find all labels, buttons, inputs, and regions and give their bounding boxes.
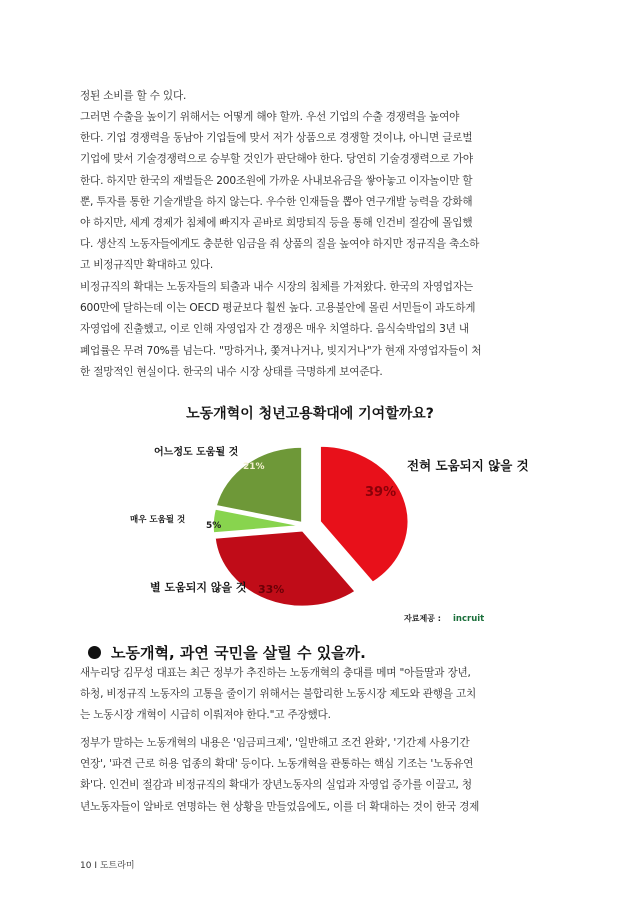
paragraph-4 [80, 663, 564, 727]
pie-slice [215, 531, 355, 607]
pie-slice [320, 446, 408, 582]
text-line: 그러면 수출을 높이기 위해서는 어떻게 해야 할까. 우선 기업의 수출 경쟁력을 높여야 [80, 111, 460, 123]
slice-label: 전혀 도움되지 않을 것 [407, 458, 529, 473]
text-line: 고 비정규직만 확대하고 있다. [80, 259, 214, 272]
text-line: 기업에 맞서 기술경쟁력으로 승부할 것인가 판단해야 한다. 당연히 기술경쟁력으로 가야 [80, 153, 473, 166]
text-line: 하청, 비정규직 노동자의 고통을 줄이기 위해서는 불합리한 노동시장 제도와 관행을 고치 [80, 688, 477, 701]
page-footer: 10 I 도트라미 [80, 861, 135, 871]
chart-source-label: 자료제공 : [404, 614, 441, 623]
pie-chart [130, 395, 529, 630]
text-line: 새누리당 김무성 대표는 최근 정부가 추진하는 노동개혁의 충대를 메며 "아들딸과 장년, [80, 667, 471, 679]
text-line: 정된 소비를 할 수 있다. [80, 90, 187, 102]
chart-title: 노동개혁이 청년고용확대에 기여할까요? [186, 406, 434, 422]
slice-value-label: 33% [258, 583, 285, 596]
text-line: 600만에 달하는데 이는 OECD 평균보다 훨씬 높다. 고용불안에 몰린 서민들이 과도하게 [80, 302, 476, 315]
bullet-icon [88, 646, 101, 659]
text-line: 화'다. 인건비 절감과 비정규직의 확대가 장년노동자의 실업과 자영업 증가를 이끌고, 청 [80, 779, 472, 792]
text-line: 정부가 말하는 노동개혁의 내용은 '임금피크제', '일반해고 조건 완화', '기간제 사용기간 [80, 737, 470, 749]
slice-value-label: 5% [206, 521, 222, 531]
text-line: 한다. 하지만 한국의 재벌들은 200조원에 가까운 사내보유금을 쌓아놓고 이자놀이만 할 [80, 174, 473, 187]
text-line: 다. 생산직 노동자들에게도 충분한 임금을 줘 상품의 질을 높여야 하지만 정규직을 축소하 [80, 238, 480, 251]
section-heading [88, 642, 366, 663]
slice-label: 어느정도 도움될 것 [154, 447, 239, 458]
text-line: 년노동자들이 알바로 연명하는 현 상황을 만들었음에도, 이를 더 확대하는 것이 한국 경제 [80, 800, 480, 813]
text-line: 자영업에 진출했고, 이로 인해 자영업자 간 경쟁은 매우 치열하다. 음식숙박업의 3년 내 [80, 323, 469, 336]
section-heading-text: 노동개혁, 과연 국민을 살릴 수 있을까. [111, 644, 366, 662]
paragraph-3 [80, 277, 564, 383]
incruit-logo: incruit [453, 614, 485, 624]
paragraph-2 [80, 107, 564, 277]
text-line: 는 노동시장 개혁이 시급히 이뤄져야 한다."고 주장했다. [80, 709, 331, 722]
paragraph-1 [80, 86, 564, 107]
paragraph-5 [80, 733, 564, 818]
slice-value-label: 39% [365, 485, 397, 500]
text-line: 야 하지만, 세계 경제가 침체에 빠지자 곧바로 희망퇴직 등을 통해 인건비 절감에 몰입했 [80, 217, 473, 230]
text-line: 폐업률은 무려 70%를 넘는다. "망하거나, 쫓겨나거나, 빚지거나"가 현재 자영업자들이 처 [80, 344, 482, 357]
text-line: 한다. 기업 경쟁력을 동남아 기업들에 맞서 저가 상품으로 경쟁할 것이냐, 아니면 글로벌 [80, 132, 473, 145]
text-line: 한 절망적인 현실이다. 한국의 내수 시장 상태를 극명하게 보여준다. [80, 365, 383, 378]
slice-value-label: 21% [243, 462, 265, 472]
text-line: 뿐, 투자를 통한 기술개발을 하지 않는다. 우수한 인재들을 뽑아 연구개발 능력을 강화해 [80, 195, 473, 208]
slice-label: 매우 도움될 것 [130, 515, 186, 525]
slice-label: 별 도움되지 않을 것 [150, 581, 247, 594]
text-line: 연장', '파견 근로 허용 업종의 확대' 등이다. 노동개혁을 관통하는 핵심 기조는 '노동유연 [80, 758, 474, 771]
text-line: 비정규직의 확대는 노동자들의 퇴출과 내수 시장의 침체를 가져왔다. 한국의 자영업자는 [80, 281, 473, 293]
